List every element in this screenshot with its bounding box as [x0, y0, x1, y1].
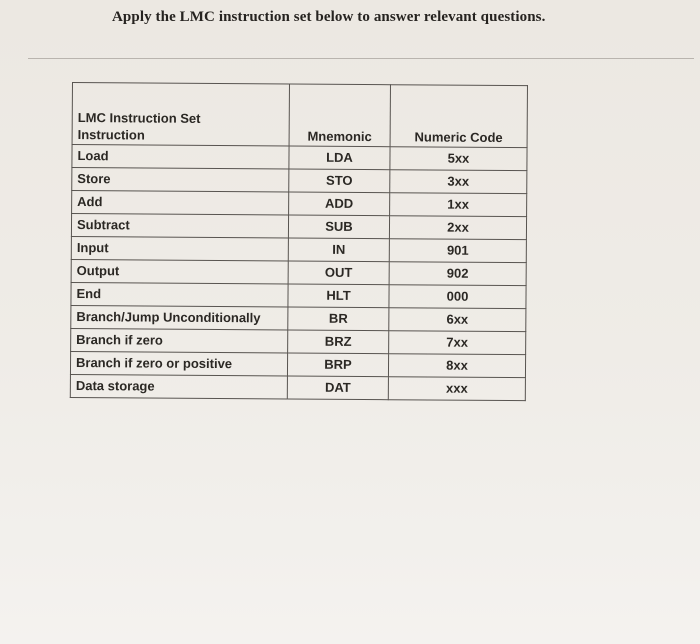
page-title: Apply the LMC instruction set below to answer relevant questions.	[112, 9, 546, 25]
mnemonic-cell: IN	[288, 238, 389, 262]
mnemonic-cell: BRP	[287, 353, 388, 377]
table-row	[71, 328, 526, 354]
table-row	[71, 236, 526, 262]
mnemonic-cell: SUB	[288, 215, 389, 239]
instruction-cell: Output	[71, 259, 288, 284]
table-row	[72, 168, 527, 194]
numeric-code-cell: 3xx	[390, 170, 527, 194]
instruction-cell: Branch/Jump Unconditionally	[71, 305, 288, 330]
header-cell-instruction	[72, 83, 289, 147]
mnemonic-cell: BR	[288, 307, 389, 331]
mnemonic-cell: ADD	[289, 192, 390, 216]
table-header-row	[72, 83, 527, 148]
numeric-code-cell: 000	[389, 285, 526, 309]
mnemonic-cell: HLT	[288, 284, 389, 308]
numeric-code-cell: 902	[389, 262, 526, 286]
instruction-cell: Subtract	[71, 214, 288, 239]
instruction-cell: Add	[72, 191, 289, 216]
instruction-cell: Load	[72, 145, 289, 170]
table-row	[70, 374, 525, 400]
numeric-code-cell: 6xx	[389, 308, 526, 332]
table-row	[71, 282, 526, 308]
table-row	[71, 305, 526, 331]
table-row	[71, 259, 526, 285]
mnemonic-cell: STO	[289, 169, 390, 193]
numeric-code-cell: 901	[389, 239, 526, 263]
table-row	[72, 191, 527, 217]
instruction-cell: Store	[72, 168, 289, 193]
numeric-code-cell: xxx	[388, 377, 525, 401]
numeric-code-cell: 5xx	[390, 147, 527, 171]
table-row	[72, 145, 527, 171]
numeric-code-cell: 8xx	[388, 354, 525, 378]
instruction-cell: Branch if zero	[71, 328, 288, 353]
table-title: LMC Instruction Set	[77, 110, 201, 126]
table-row	[70, 351, 525, 377]
instruction-cell: Data storage	[70, 374, 287, 399]
instruction-cell: Branch if zero or positive	[70, 351, 287, 376]
numeric-code-cell: 1xx	[390, 193, 527, 217]
lmc-instruction-table	[70, 82, 528, 401]
instruction-cell: Input	[71, 236, 288, 261]
column-header-mnemonic: Mnemonic	[289, 84, 390, 147]
mnemonic-cell: BRZ	[288, 330, 389, 354]
table-row	[71, 214, 526, 240]
numeric-code-cell: 7xx	[389, 331, 526, 355]
column-header-instruction: Instruction	[77, 127, 145, 143]
instruction-cell: End	[71, 282, 288, 307]
column-header-numeric-code: Numeric Code	[390, 85, 527, 148]
title-divider	[28, 58, 694, 59]
mnemonic-cell: LDA	[289, 146, 390, 170]
numeric-code-cell: 2xx	[389, 216, 526, 240]
mnemonic-cell: DAT	[287, 376, 388, 400]
mnemonic-cell: OUT	[288, 261, 389, 285]
